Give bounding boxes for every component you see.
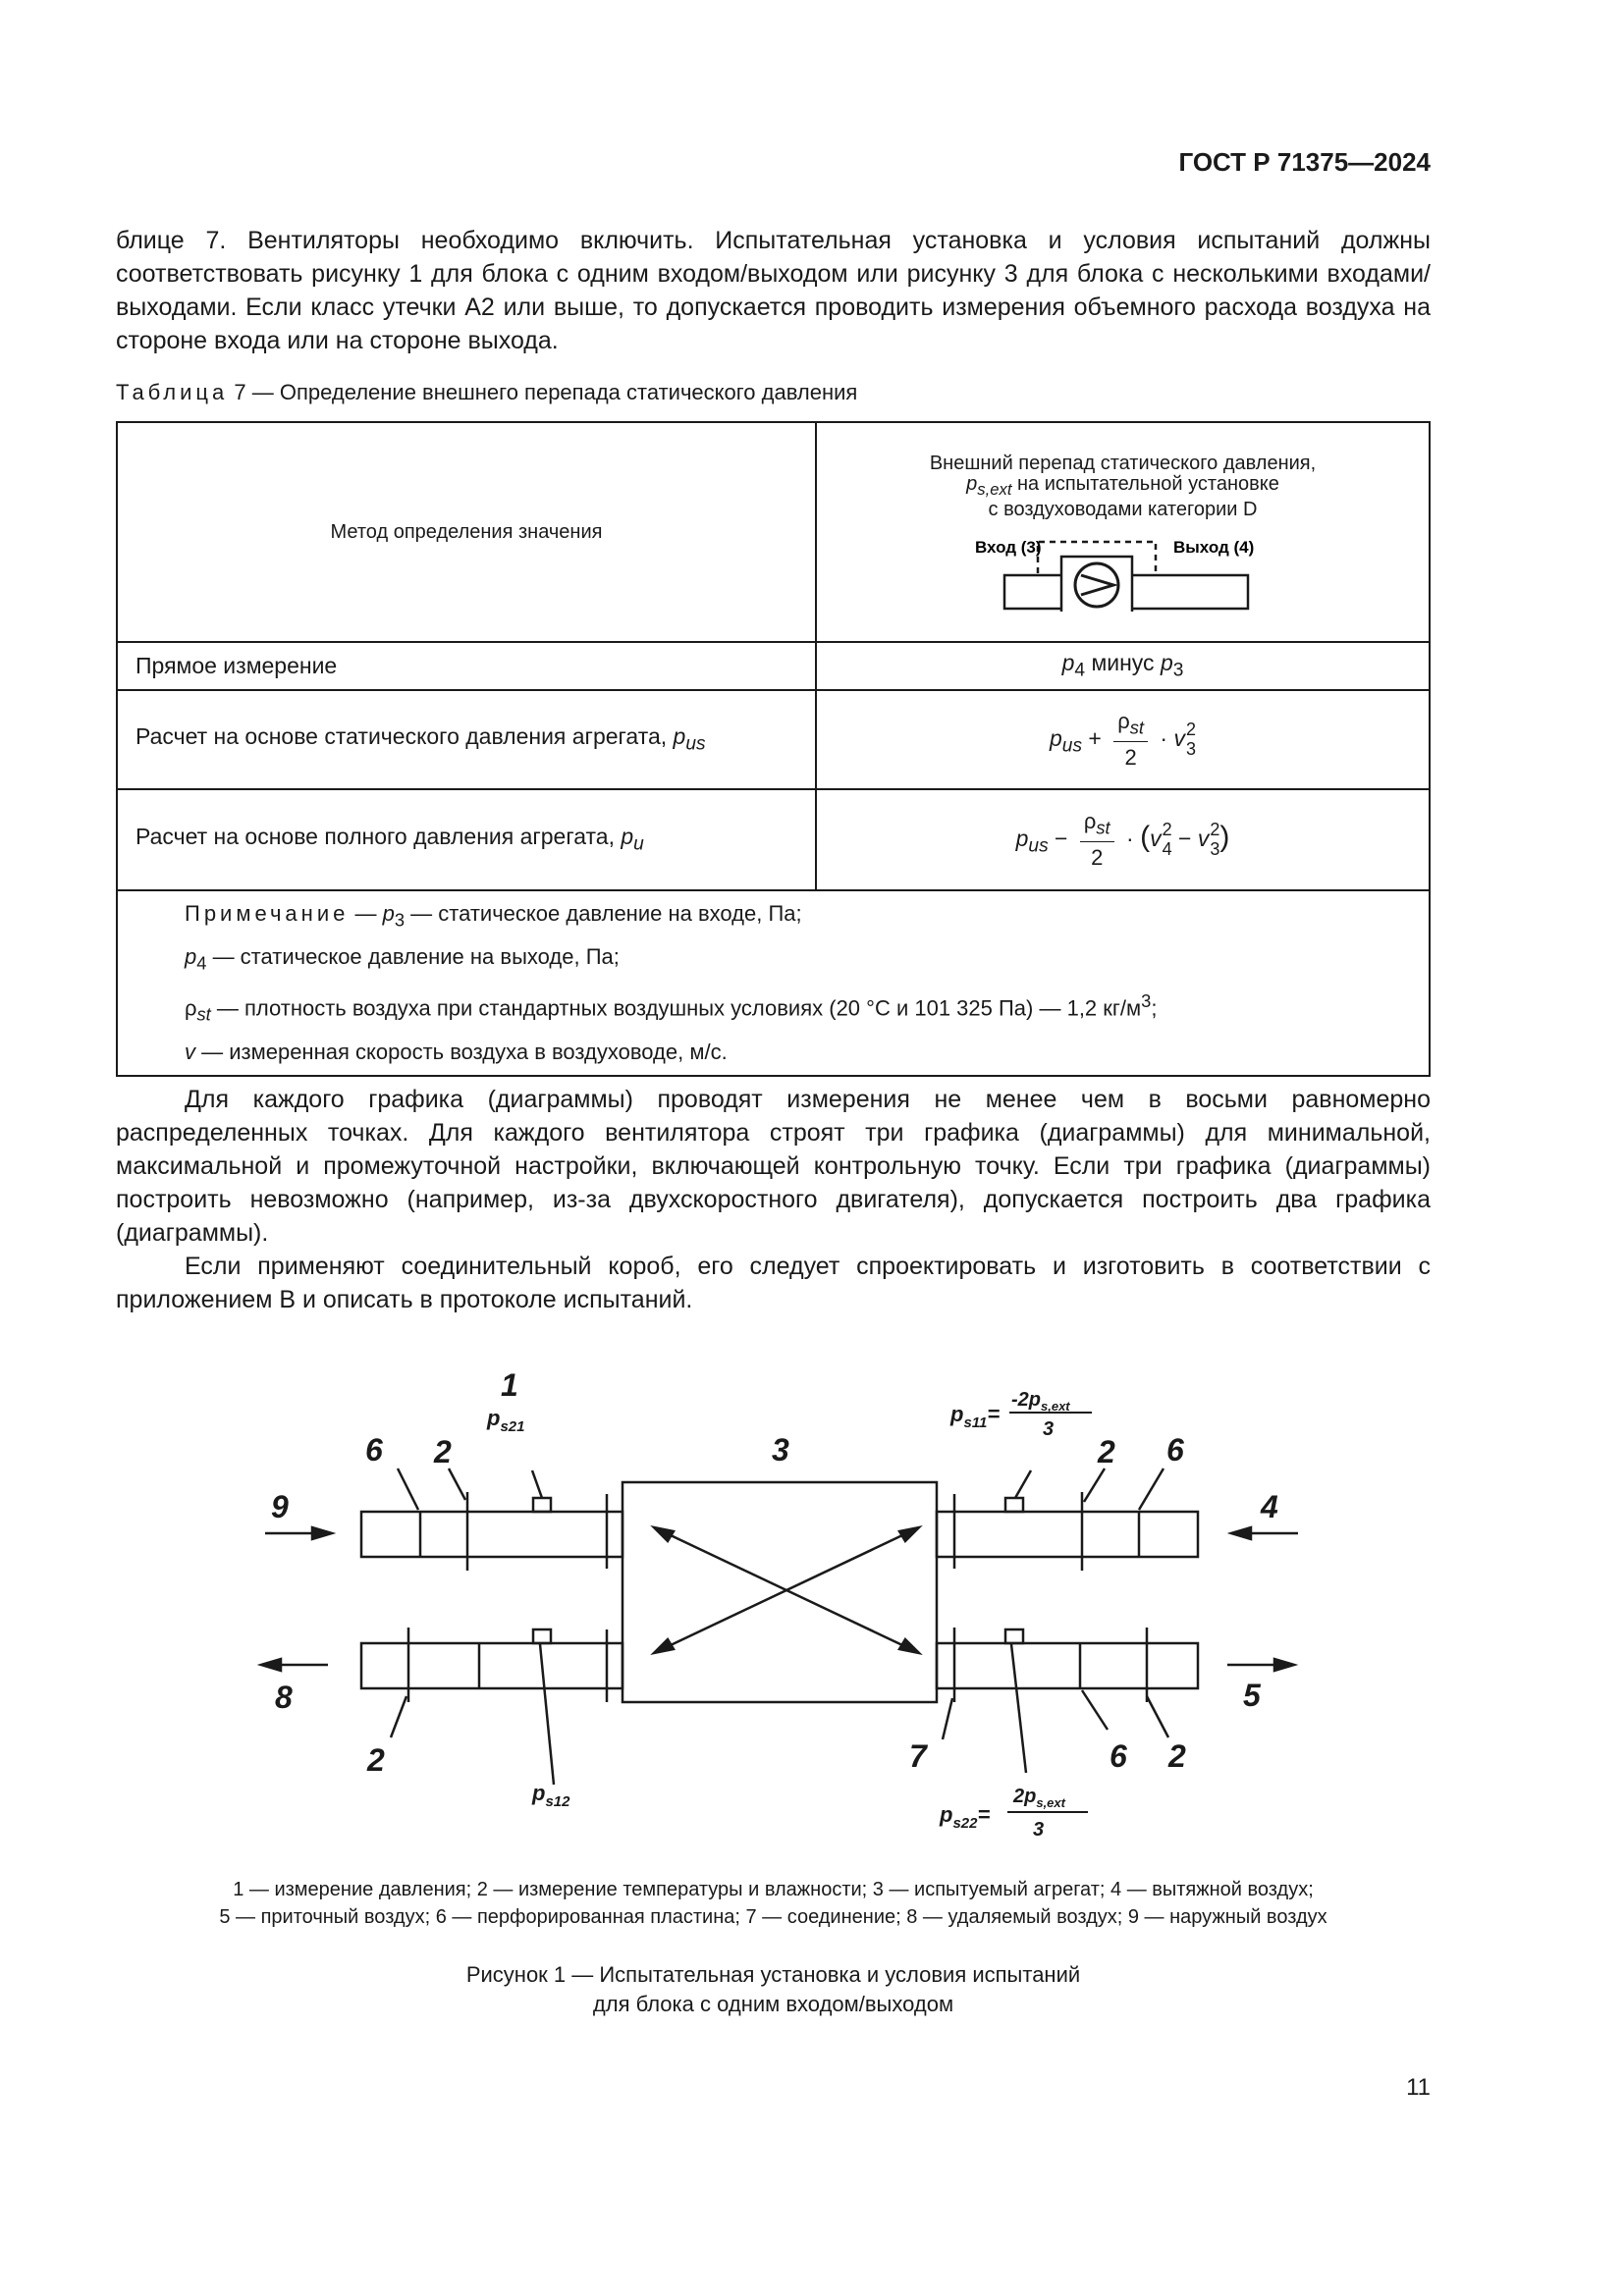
svg-text:3: 3 [1043,1418,1055,1440]
table-row: Прямое измерение $p_4$ минус $p_3$ [117,642,1430,690]
intro-paragraph: блице 7. Вентиляторы необходимо включить. Испытательная установка и условия испытаний должны соответствовать рисунку 1 для блока с одним входом/выходом или рисунку 3 для блока с несколькими входами/выходами. Если класс утечки А2 или выше, то допускается проводить измерения объемного расхода воздуха на стороне входа или на стороне выхода. [116,227,1431,354]
outlet-label: Выход (4) [1172,537,1254,557]
formula-total: $p_{us}$ − $\frac{\rho_{st}}{2}$ · (v 2 4 − v 2 3 ) [816,789,1430,890]
svg-text:9: 9 [271,1489,289,1524]
formula-direct: $p_4$ минус $p_3$ [816,642,1430,690]
svg-text:ps21: $p_{s21}$ [487,1406,525,1435]
table-header-row [117,422,1430,642]
duct-schematic [971,528,1275,612]
svg-text:2: 2 [1168,1738,1186,1774]
svg-text:7: 7 [909,1738,927,1774]
table-note: Примечание — $p_3$ — статическое давление на входе, Па; $p_4$ — статическое давление на выходе, Па; $\rho_{st}$ — плотность воздуха при стандартных воздушных условиях (20 °С и 101 325 Па) — 1,2 $кг/м^3$; v — измеренная скорость воздуха в воздуховоде, м/с. [117,890,1430,1076]
svg-text:6: 6 [365,1432,383,1468]
svg-text:2: 2 [367,1742,385,1778]
page-number: 11 [1406,2074,1431,2101]
inlet-label: Вход (3) [974,537,1042,557]
svg-text:3: 3 [772,1432,789,1468]
formula-static: $p_{us}$ + $\frac{\rho_{st}}{2}$ · v 2 3 [816,690,1430,789]
svg-text:2: 2 [1098,1434,1115,1469]
table-7 [116,421,1431,1077]
svg-text:2: 2 [434,1434,452,1469]
svg-text:ps22=: $p_{s22}=$ [940,1802,991,1832]
svg-text:6: 6 [1166,1432,1184,1468]
svg-text:ps12: $p_{s12}$ [532,1781,570,1810]
figure-caption: Рисунок 1 — Испытательная установка и условия испытаний для блока с одним входом/выходом [465,1962,1081,2016]
svg-text:ps11=: $p_{s11}=$ [950,1402,1001,1431]
table-caption: Таблица 7 — Определение внешнего перепада статического давления [116,380,858,404]
body-text: Для каждого графика (диаграммы) проводят измерения не менее чем в восьми равномерно распределенных точках. Для каждого вентилятора строят три графика (диаграммы) для минимальной, максимальной и промежуточной настройки, включающей контрольную точку. Если три графика (диаграммы) построить невозможно (например, из-за двухскоростного двигателя), допускается построить два графика (диаграммы). Если применяют соединительный короб, его следует спроектировать и изготовить в соответствии с приложением В и описать в протоколе испытаний. [116,1086,1431,1313]
figure-1-diagram [255,1364,1316,1865]
svg-text:4: 4 [1261,1489,1278,1524]
svg-text:5: 5 [1243,1678,1261,1713]
svg-text:8: 8 [275,1680,293,1715]
svg-text:3: 3 [1033,1819,1045,1841]
figure-legend: 1 — измерение давления; 2 — измерение температуры и влажности; 3 — испытуемый агрегат; 4 — вытяжной воздух; 5 — приточный воздух; 6 — перфорированная пластина; 7 — соединение; 8 — удаляемый воздух; 9 — наружный воздух [219,1879,1327,1928]
table-note-row [117,890,1430,1076]
col-pressure-header: Внешний перепад статического давления, $p_{s,ext}$ на испытательной установке с воздуховодами категории D Вход (3) Выход (4) [816,422,1430,642]
document-id: ГОСТ Р 71375—2024 [1178,147,1431,177]
svg-text:6: 6 [1110,1738,1127,1774]
table-row: Расчет на основе полного давления агрегата, $p_u$ $p_{us}$ − $\frac{\rho_{st}}{2}$ · (v 2 4 − v 2 3 ) [117,789,1430,890]
table-row: Расчет на основе статического давления агрегата, $p_{us}$ $p_{us}$ + $\frac{\rho_{st}}{2}$ · v 2 3 [117,690,1430,789]
svg-text:2ps,ext: $2p_{s,ext}$ [1013,1786,1065,1810]
svg-text:-2ps,ext: $-2p_{s,ext}$ [1011,1389,1070,1414]
svg-text:1: 1 [501,1367,518,1403]
col-method-header: Метод определения значения [117,422,816,642]
